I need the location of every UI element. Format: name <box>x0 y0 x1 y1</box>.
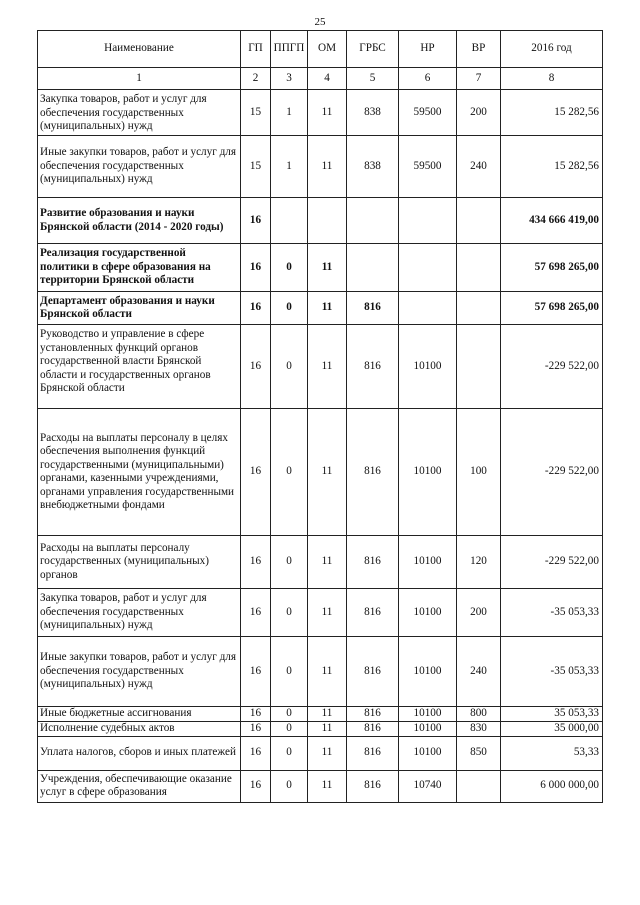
col-number: 8 <box>501 68 603 90</box>
cell-ppgp: 0 <box>271 536 308 589</box>
cell-ppgp: 0 <box>271 770 308 802</box>
cell-gp: 16 <box>241 409 271 536</box>
cell-amount: 53,33 <box>501 736 603 770</box>
cell-ppgp: 0 <box>271 409 308 536</box>
cell-nr: 10100 <box>399 536 457 589</box>
cell-ppgp: 0 <box>271 244 308 292</box>
cell-om: 11 <box>308 136 347 198</box>
row-name: Развитие образования и науки Брянской области (2014 - 2020 годы) <box>38 198 241 244</box>
cell-vr: 240 <box>457 637 501 707</box>
cell-vr: 240 <box>457 136 501 198</box>
cell-gp: 16 <box>241 292 271 325</box>
table-row <box>38 770 603 802</box>
col-number: 5 <box>347 68 399 90</box>
cell-amount: 35 000,00 <box>501 722 603 737</box>
cell-grbs: 816 <box>347 589 399 637</box>
row-name: Учреждения, обеспечивающие оказание услуг в сфере образования <box>38 770 241 802</box>
cell-om: 11 <box>308 244 347 292</box>
col-number: 2 <box>241 68 271 90</box>
col-header-nr: НР <box>399 31 457 68</box>
row-name: Расходы на выплаты персоналу в целях обеспечения выполнения функций государственными (муниципальными) органами, казенными учреждениями, органами управления государственными внебюджетными фондами <box>38 409 241 536</box>
cell-amount: 15 282,56 <box>501 90 603 136</box>
col-number: 7 <box>457 68 501 90</box>
cell-amount: -229 522,00 <box>501 536 603 589</box>
cell-om: 11 <box>308 637 347 707</box>
col-header-name: Наименование <box>38 31 241 68</box>
cell-amount: -229 522,00 <box>501 325 603 409</box>
cell-ppgp: 0 <box>271 292 308 325</box>
cell-om: 11 <box>308 409 347 536</box>
cell-ppgp: 1 <box>271 90 308 136</box>
cell-gp: 16 <box>241 198 271 244</box>
cell-vr: 850 <box>457 736 501 770</box>
cell-gp: 16 <box>241 722 271 737</box>
row-name: Иные бюджетные ассигнования <box>38 707 241 722</box>
cell-ppgp: 0 <box>271 707 308 722</box>
table-row <box>38 136 603 198</box>
col-number: 3 <box>271 68 308 90</box>
cell-om: 11 <box>308 707 347 722</box>
cell-gp: 16 <box>241 589 271 637</box>
cell-gp: 16 <box>241 325 271 409</box>
cell-om: 11 <box>308 536 347 589</box>
cell-nr: 59500 <box>399 90 457 136</box>
cell-vr: 800 <box>457 707 501 722</box>
cell-amount: 57 698 265,00 <box>501 244 603 292</box>
cell-grbs: 816 <box>347 736 399 770</box>
cell-ppgp <box>271 198 308 244</box>
cell-om: 11 <box>308 722 347 737</box>
table-row <box>38 198 603 244</box>
cell-nr <box>399 292 457 325</box>
cell-nr: 10100 <box>399 736 457 770</box>
col-number: 1 <box>38 68 241 90</box>
cell-ppgp: 1 <box>271 136 308 198</box>
col-header-year: 2016 год <box>501 31 603 68</box>
cell-nr: 10100 <box>399 409 457 536</box>
cell-grbs: 816 <box>347 770 399 802</box>
cell-grbs <box>347 244 399 292</box>
cell-gp: 15 <box>241 136 271 198</box>
table-row <box>38 637 603 707</box>
table-row <box>38 409 603 536</box>
row-name: Уплата налогов, сборов и иных платежей <box>38 736 241 770</box>
table-row <box>38 707 603 722</box>
cell-gp: 16 <box>241 637 271 707</box>
page-number: 25 <box>314 16 326 28</box>
cell-nr: 10100 <box>399 325 457 409</box>
cell-om <box>308 198 347 244</box>
cell-grbs: 816 <box>347 637 399 707</box>
column-number-row <box>38 68 603 90</box>
cell-amount: 57 698 265,00 <box>501 292 603 325</box>
cell-vr: 100 <box>457 409 501 536</box>
cell-grbs: 816 <box>347 325 399 409</box>
cell-om: 11 <box>308 736 347 770</box>
row-name: Иные закупки товаров, работ и услуг для обеспечения государственных (муниципальных) нужд <box>38 136 241 198</box>
cell-grbs: 838 <box>347 136 399 198</box>
cell-nr: 10740 <box>399 770 457 802</box>
cell-ppgp: 0 <box>271 637 308 707</box>
cell-grbs: 838 <box>347 90 399 136</box>
row-name: Департамент образования и науки Брянской области <box>38 292 241 325</box>
cell-om: 11 <box>308 325 347 409</box>
cell-nr: 10100 <box>399 637 457 707</box>
row-name: Реализация государственной политики в сфере образования на территории Брянской области <box>38 244 241 292</box>
cell-amount: 35 053,33 <box>501 707 603 722</box>
col-number: 6 <box>399 68 457 90</box>
cell-amount: -229 522,00 <box>501 409 603 536</box>
table-row <box>38 536 603 589</box>
header-row <box>38 31 603 68</box>
cell-vr: 200 <box>457 589 501 637</box>
cell-nr: 10100 <box>399 589 457 637</box>
table-row <box>38 325 603 409</box>
col-header-gp: ГП <box>241 31 271 68</box>
cell-vr: 120 <box>457 536 501 589</box>
cell-gp: 16 <box>241 536 271 589</box>
cell-gp: 15 <box>241 90 271 136</box>
table-row <box>38 589 603 637</box>
cell-gp: 16 <box>241 736 271 770</box>
col-number: 4 <box>308 68 347 90</box>
cell-amount: -35 053,33 <box>501 637 603 707</box>
table-row <box>38 292 603 325</box>
cell-nr: 59500 <box>399 136 457 198</box>
cell-vr <box>457 198 501 244</box>
row-name: Расходы на выплаты персоналу государственных (муниципальных) органов <box>38 536 241 589</box>
cell-vr <box>457 325 501 409</box>
cell-grbs: 816 <box>347 409 399 536</box>
cell-gp: 16 <box>241 244 271 292</box>
cell-amount: -35 053,33 <box>501 589 603 637</box>
cell-vr <box>457 292 501 325</box>
cell-om: 11 <box>308 292 347 325</box>
col-header-om: ОМ <box>308 31 347 68</box>
cell-amount: 434 666 419,00 <box>501 198 603 244</box>
row-name: Исполнение судебных актов <box>38 722 241 737</box>
cell-nr <box>399 244 457 292</box>
cell-om: 11 <box>308 90 347 136</box>
table-row <box>38 90 603 136</box>
cell-ppgp: 0 <box>271 736 308 770</box>
cell-gp: 16 <box>241 707 271 722</box>
cell-vr <box>457 770 501 802</box>
row-name: Закупка товаров, работ и услуг для обеспечения государственных (муниципальных) нужд <box>38 90 241 136</box>
cell-nr: 10100 <box>399 707 457 722</box>
cell-grbs: 816 <box>347 292 399 325</box>
cell-om: 11 <box>308 770 347 802</box>
budget-table <box>37 30 603 803</box>
cell-om: 11 <box>308 589 347 637</box>
cell-ppgp: 0 <box>271 589 308 637</box>
cell-grbs <box>347 198 399 244</box>
row-name: Иные закупки товаров, работ и услуг для обеспечения государственных (муниципальных) нужд <box>38 637 241 707</box>
cell-gp: 16 <box>241 770 271 802</box>
cell-ppgp: 0 <box>271 722 308 737</box>
table-row <box>38 244 603 292</box>
cell-vr: 830 <box>457 722 501 737</box>
table-row <box>38 736 603 770</box>
table-row <box>38 722 603 737</box>
cell-amount: 6 000 000,00 <box>501 770 603 802</box>
row-name: Руководство и управление в сфере установленных функций органов государственной власти Брянской области и государственных органов Брянской области <box>38 325 241 409</box>
cell-vr: 200 <box>457 90 501 136</box>
cell-grbs: 816 <box>347 722 399 737</box>
cell-vr <box>457 244 501 292</box>
col-header-vr: ВР <box>457 31 501 68</box>
cell-grbs: 816 <box>347 707 399 722</box>
col-header-ppgp: ППГП <box>271 31 308 68</box>
cell-grbs: 816 <box>347 536 399 589</box>
cell-amount: 15 282,56 <box>501 136 603 198</box>
col-header-grbs: ГРБС <box>347 31 399 68</box>
cell-ppgp: 0 <box>271 325 308 409</box>
row-name: Закупка товаров, работ и услуг для обеспечения государственных (муниципальных) нужд <box>38 589 241 637</box>
cell-nr: 10100 <box>399 722 457 737</box>
cell-nr <box>399 198 457 244</box>
